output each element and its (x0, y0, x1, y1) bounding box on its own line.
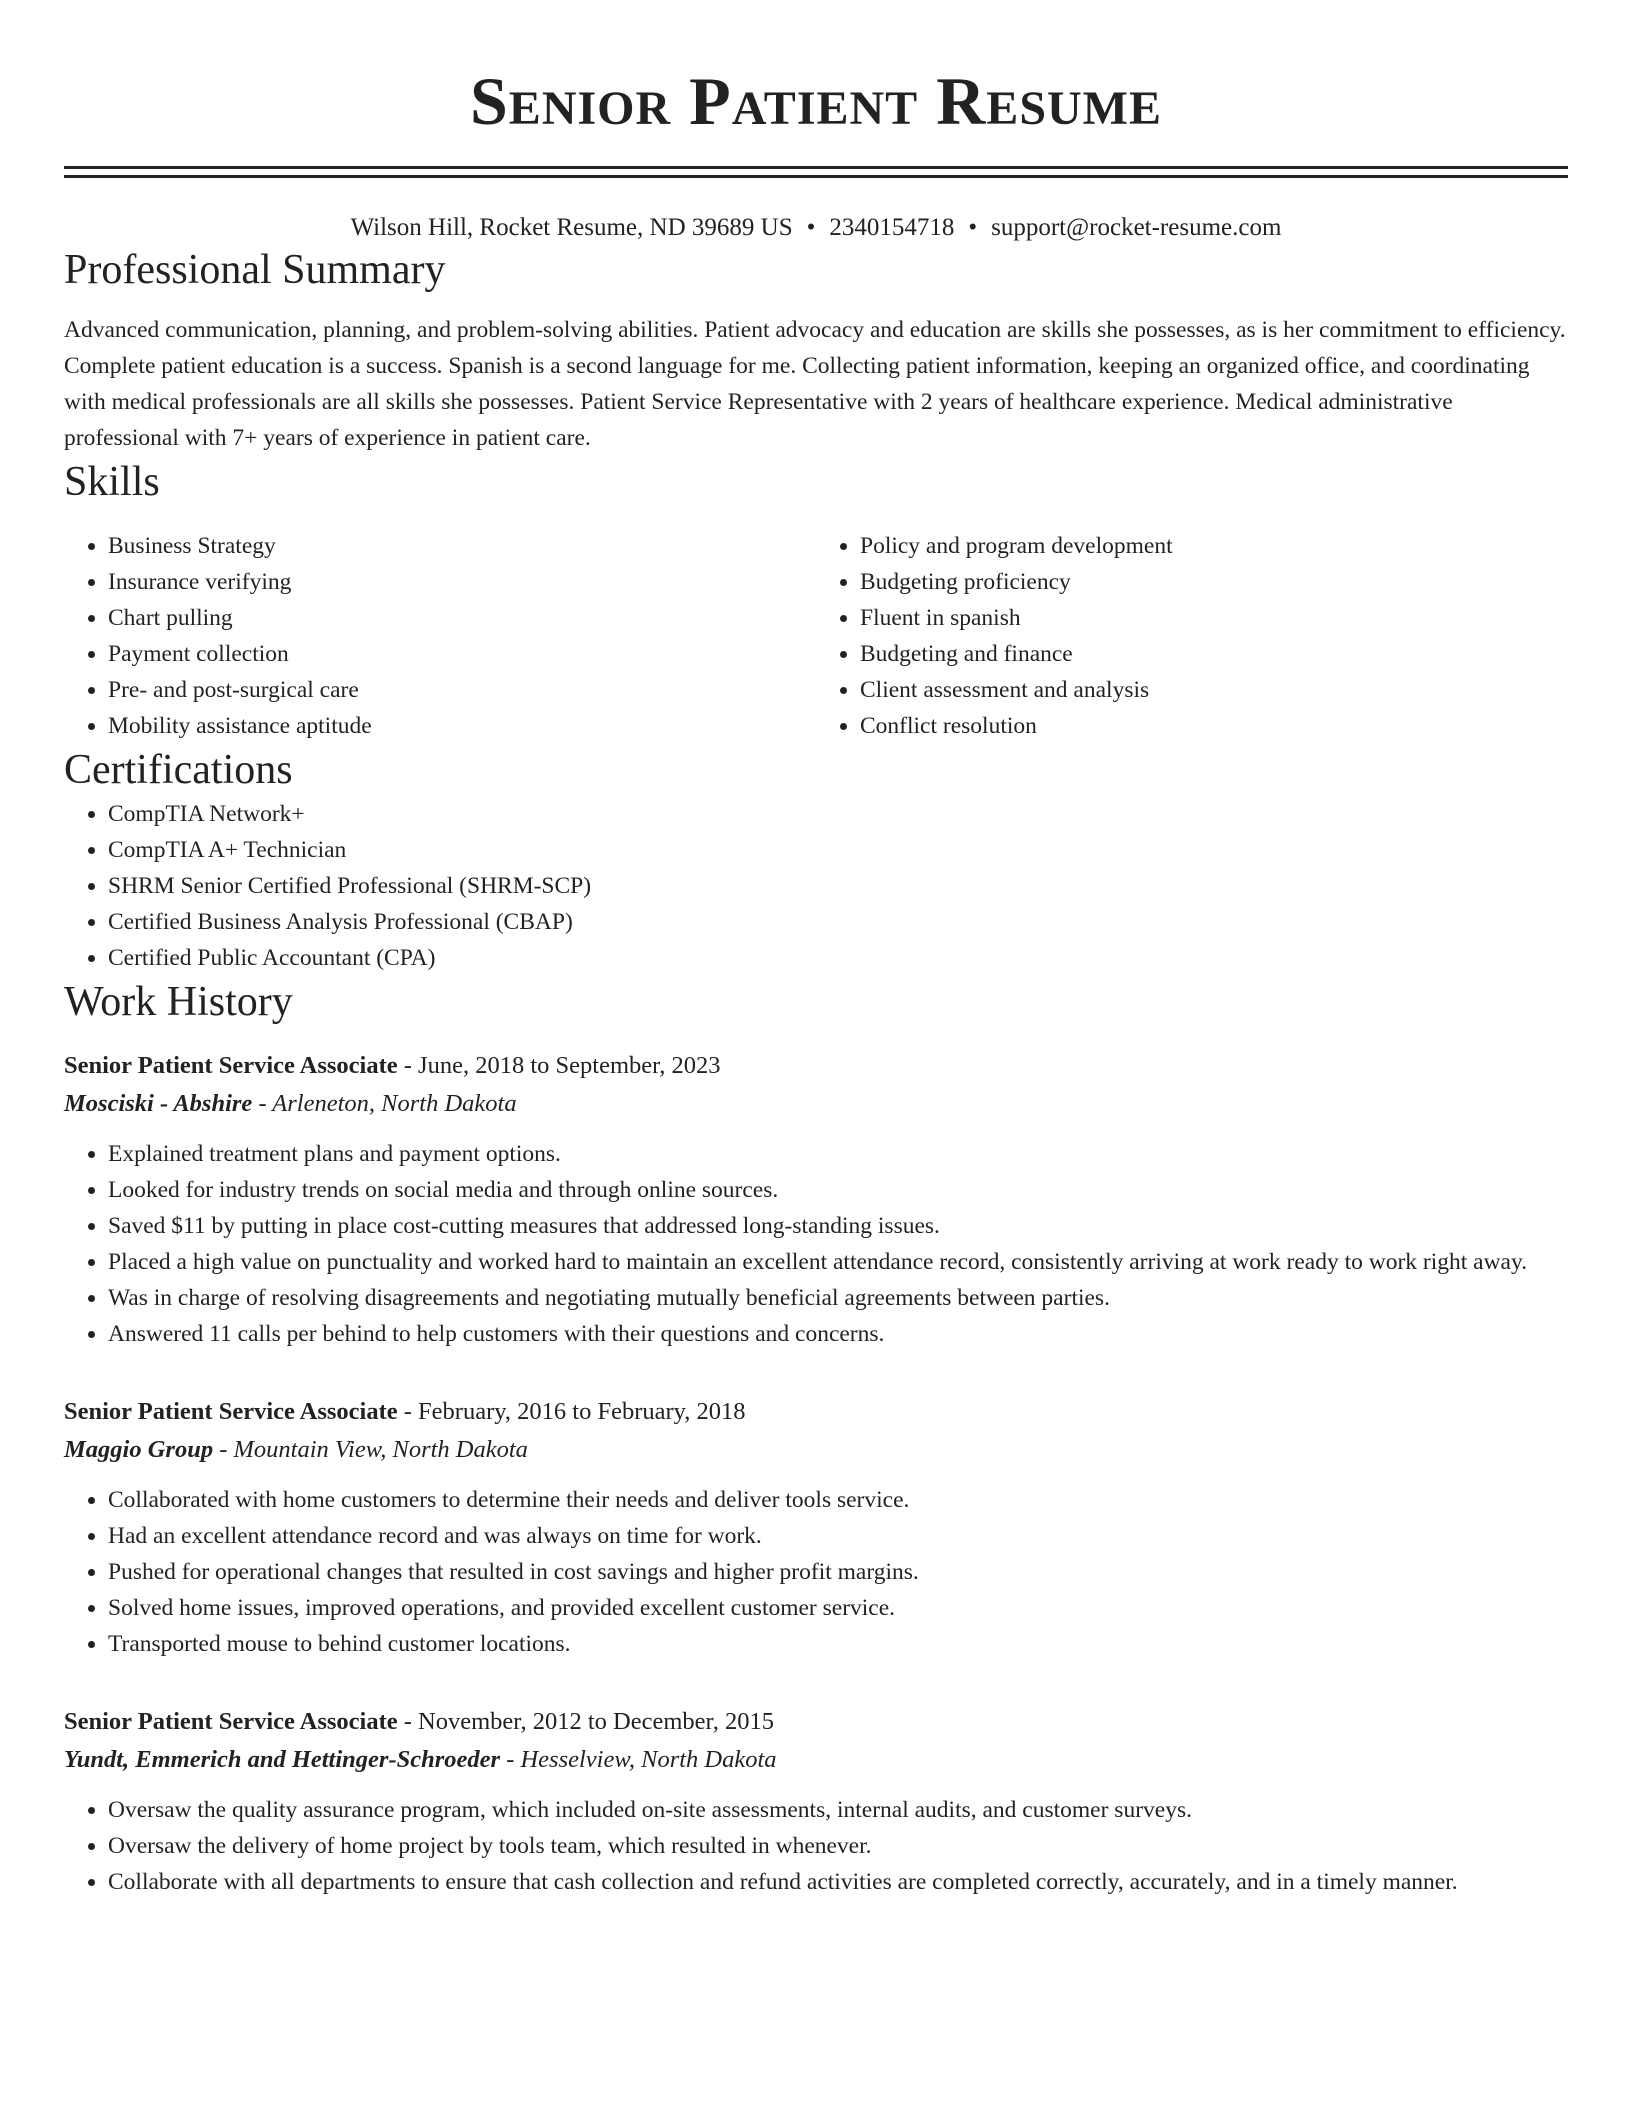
job-entry (64, 1704, 1568, 1900)
skill-item: • Fluent in spanish (860, 600, 1568, 636)
contact-email: support@rocket-resume.com (991, 214, 1282, 241)
job-title-line (64, 1704, 1568, 1740)
job-dates: - February, 2016 to February, 2018 (397, 1398, 746, 1425)
skill-item: • Client assessment and analysis (860, 672, 1568, 708)
job-bullet: • Pushed for operational changes that resulted in cost savings and higher profit margins. (108, 1554, 1568, 1590)
job-location: - Arleneton, North Dakota (252, 1090, 517, 1117)
summary-heading: Professional Summary (64, 247, 446, 293)
job-title: Senior Patient Service Associate (64, 1398, 398, 1425)
job-company: Maggio Group (64, 1436, 214, 1463)
job-company-line (64, 1740, 1568, 1780)
job-title-line (64, 1394, 1568, 1430)
job-bullet: • Placed a high value on punctuality and worked hard to maintain an excellent attendance record, consistently arriving at work ready to work right away. (108, 1244, 1568, 1280)
job-bullets (64, 1792, 1568, 1900)
job-company: Yundt, Emmerich and Hettinger-Schroeder (64, 1746, 501, 1773)
skill-item: • Payment collection (108, 636, 816, 672)
skills-list-left (64, 528, 816, 744)
skill-item: • Chart pulling (108, 600, 816, 636)
skill-item: • Mobility assistance aptitude (108, 708, 816, 744)
job-bullet: • Was in charge of resolving disagreements and negotiating mutually beneficial agreements between parties. (108, 1280, 1568, 1316)
job-bullets (64, 1482, 1568, 1662)
job-bullets (64, 1136, 1568, 1352)
skill-item: • Policy and program development (860, 528, 1568, 564)
certification-item: • CompTIA A+ Technician (108, 832, 1568, 868)
contact-separator: • (968, 214, 978, 241)
skill-item: • Pre- and post-surgical care (108, 672, 816, 708)
skills-list-right (816, 528, 1568, 744)
job-bullet: • Answered 11 calls per behind to help customers with their questions and concerns. (108, 1316, 1568, 1352)
work-history-heading: Work History (64, 979, 293, 1025)
job-bullet: • Looked for industry trends on social media and through online sources. (108, 1172, 1568, 1208)
certification-item: • Certified Public Accountant (CPA) (108, 940, 1568, 976)
job-entry (64, 1048, 1568, 1352)
job-location: - Mountain View, North Dakota (213, 1436, 528, 1463)
certification-item: • Certified Business Analysis Professional (CBAP) (108, 904, 1568, 940)
job-company: Mosciski - Abshire (64, 1090, 253, 1117)
job-title-line (64, 1048, 1568, 1084)
contact-separator: • (806, 214, 816, 241)
summary-text: Advanced communication, planning, and problem-solving abilities. Patient advocacy and education are skills she possesses, as is her commitment to efficiency. Complete patient education is a success. Spanish is a second language for me. Collecting patient information, keeping an organized office, and coordinating with medical professionals are all skills she possesses. Patient Service Representative with 2 years of healthcare experience. Medical administrative professional with 7+ years of experience in patient care. (64, 317, 1566, 451)
page-title: Senior Patient Resume (469, 63, 1162, 139)
job-bullet: • Oversaw the delivery of home project by tools team, which resulted in whenever. (108, 1828, 1568, 1864)
job-bullet: • Transported mouse to behind customer locations. (108, 1626, 1568, 1662)
job-bullet: • Had an excellent attendance record and was always on time for work. (108, 1518, 1568, 1554)
job-entry (64, 1394, 1568, 1662)
skill-item: • Business Strategy (108, 528, 816, 564)
skill-item: • Conflict resolution (860, 708, 1568, 744)
skill-item: • Budgeting proficiency (860, 564, 1568, 600)
job-company-line (64, 1084, 1568, 1124)
skill-item: • Insurance verifying (108, 564, 816, 600)
skill-item: • Budgeting and finance (860, 636, 1568, 672)
job-title: Senior Patient Service Associate (64, 1708, 398, 1735)
contact-phone: 2340154718 (829, 214, 955, 241)
job-bullet: • Saved $11 by putting in place cost-cutting measures that addressed long-standing issues. (108, 1208, 1568, 1244)
certifications-heading: Certifications (64, 747, 293, 793)
contact-line (64, 212, 1568, 244)
contact-address: Wilson Hill, Rocket Resume, ND 39689 US (350, 214, 793, 241)
job-bullet: • Oversaw the quality assurance program, which included on-site assessments, internal audits, and customer surveys. (108, 1792, 1568, 1828)
job-title: Senior Patient Service Associate (64, 1052, 398, 1079)
job-company-line (64, 1430, 1568, 1470)
job-dates: - November, 2012 to December, 2015 (397, 1708, 774, 1735)
job-bullet: • Collaborate with all departments to ensure that cash collection and refund activities are completed correctly, accurately, and in a timely manner. (108, 1864, 1568, 1900)
job-bullet: • Collaborated with home customers to determine their needs and deliver tools service. (108, 1482, 1568, 1518)
skills-columns (64, 528, 1568, 744)
certifications-list (64, 796, 1568, 976)
skills-heading: Skills (64, 459, 160, 505)
certification-item: • CompTIA Network+ (108, 796, 1568, 832)
job-dates: - June, 2018 to September, 2023 (397, 1052, 721, 1079)
title-double-rule (64, 166, 1568, 178)
certification-item: • SHRM Senior Certified Professional (SHRM-SCP) (108, 868, 1568, 904)
job-bullet: • Solved home issues, improved operations, and provided excellent customer service. (108, 1590, 1568, 1626)
job-bullet: • Explained treatment plans and payment options. (108, 1136, 1568, 1172)
job-location: - Hesselview, North Dakota (500, 1746, 777, 1773)
